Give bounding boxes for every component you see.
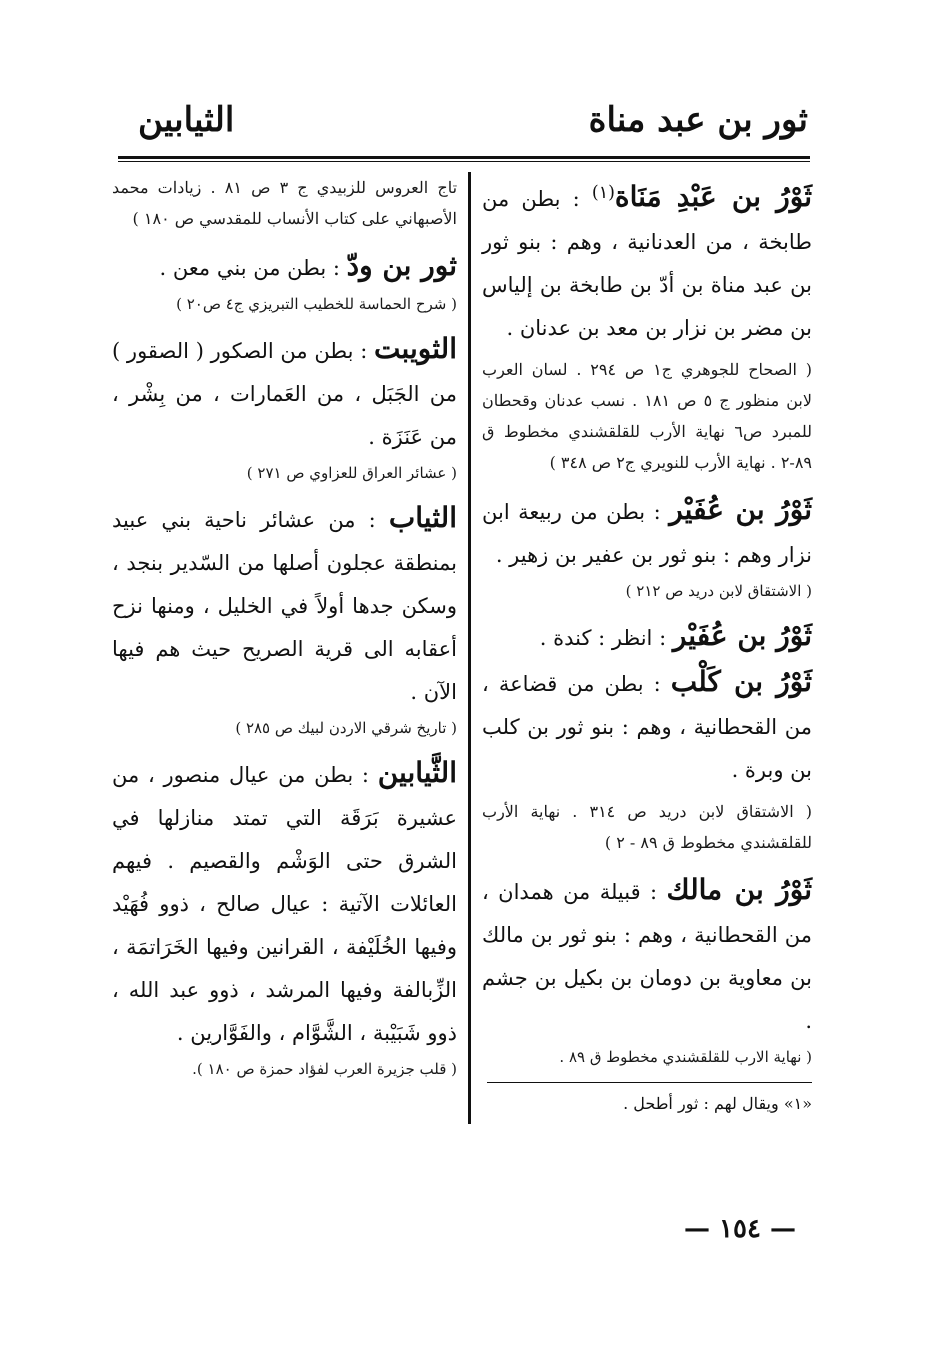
entry-heading: ثَوْرُ بن كَلْب <box>670 665 812 698</box>
entry-citation: ( تاريخ شرقي الاردن لبيك ص ٢٨٥ ) <box>235 719 457 737</box>
entry-thawr-ufayr-1 <box>482 488 812 577</box>
entry-heading: ثور بن ودّ <box>346 249 457 282</box>
entry-thawr-ufayr-2 <box>482 614 812 660</box>
page-header <box>118 100 808 150</box>
entry-thiyabin <box>112 751 457 1055</box>
entry-thiyab <box>112 496 457 714</box>
entry-citation: ( شرح الحماسة للخطيب التبريزي ج٤ ص٢٠ ) <box>176 295 457 313</box>
entry-thawr-abd-manat <box>482 172 812 350</box>
entry-text: : بطن من قضاعة ، من القحطانية ، وهم : بنو ثور بن كلب بن وبرة . <box>482 672 812 782</box>
entry-citation: ( الاشتقاق لابن دريد ص ٣١٤ . نهاية الأرب للقلقشندي مخطوط ق ٨٩ - ٢ ) <box>482 802 812 852</box>
entry-text: : بطن من الصكور ( الصقور ) من الجَبَل ، من العَمارات ، من بِشْر ، من عَنَزَة . <box>112 339 457 449</box>
running-title-left: الثيابين <box>138 100 235 140</box>
entry-citation: ( الصحاح للجوهري ج١ ص ٢٩٤ . لسان العرب لابن منظور ج ٥ ص ١٨١ . نسب عدنان وقحطان للمبرد ص٦ نهاية الأرب للقلقشندي مخطوط ق ٨٩-٢ . نهاية الأرب للنويري ج٢ ص ٣٤٨ ) <box>482 360 813 472</box>
footnote: «١» ويقال لهم : ثور أطحل . <box>623 1094 812 1113</box>
entry-heading: ثَوْرُ بن عَبْدِ مَنَاة <box>614 180 812 213</box>
footnote-mark: (١) <box>591 183 615 203</box>
continued-citation: تاج العروس للزبيدي ج ٣ ص ٨١ . زيادات محمد الأصبهاني على كتاب الأنساب للمقدسي ص ١٨٠ ) <box>112 178 458 228</box>
footnote-rule <box>487 1082 812 1083</box>
left-column <box>112 172 457 1092</box>
header-rule <box>118 156 810 159</box>
entry-text: : بطن من طابخة ، من العدنانية ، وهم : بنو ثور بن عبد مناة بن أدّ بن طابخة بن إلياس بن مضر بن نزار بن معد بن عدنان . <box>482 187 812 340</box>
entry-thawr-wadd <box>112 244 457 290</box>
entry-heading: الثَّيابين <box>377 756 457 789</box>
entry-text: : من عشائر ناحية بني عبيد بمنطقة عجلون أصلها من السّدير بنجد ، وسكن جدها أولاً في الخليل ، ومنها نزح أعقابه الى قرية الصريح حيث هم فيها الآن . <box>112 508 457 704</box>
entry-heading: الثياب <box>388 501 457 534</box>
entry-thawr-kalb <box>482 660 812 792</box>
entry-thuwaybit <box>112 327 457 459</box>
entry-heading: ثَوْرُ بن عُفَيْر <box>669 493 813 526</box>
right-column <box>482 172 812 1119</box>
entry-text: : قبيلة من همدان ، من القحطانية ، وهم : بنو ثور بن مالك بن معاوية بن دومان بن بكيل بن جشم . <box>482 880 812 1033</box>
entry-heading: الثويبت <box>374 332 457 365</box>
column-divider <box>468 172 471 1124</box>
entry-thawr-malik <box>482 868 812 1043</box>
running-title-right: ثور بن عبد مناة <box>588 100 808 140</box>
entry-text: : انظر : كندة . <box>539 626 667 650</box>
header-rule-thin <box>118 161 810 162</box>
entry-heading: ثَوْرُ بن مالك <box>666 873 812 906</box>
entry-citation: ( عشائر العراق للعزاوي ص ٢٧١ ) <box>246 464 457 482</box>
entry-citation: ( الاشتقاق لابن دريد ص ٢١٢ ) <box>625 582 812 600</box>
entry-heading: ثَوْرُ بن عُفَيْر <box>672 619 812 652</box>
entry-text: : بطن من ربيعة ابن نزار وهم : بنو ثور بن عفير بن زهير . <box>482 500 812 567</box>
entry-text: : بطن من بني معن . <box>159 256 340 280</box>
entry-citation: ( قلب جزيرة العرب لفؤاد حمزة ص ١٨٠ ). <box>192 1060 457 1078</box>
entry-text: : بطن من عيال منصور ، من عشيرة بَرَقَة التي تمتد منازلها في الشرق حتى الوَشْم والقصيم . فيهم العائلات الآتية : عيال صالح ، ذوو فُهَيْد وفيها الخُلَيْفة ، القرانين وفيها الخَرَاتمَة ، الزِّبالفة وفيها المرشد ، ذوو عبد الله ، ذوو شَبَيْبة ، الشَّوَّام ، والفَوَّارين . <box>112 763 457 1045</box>
page-number: — ١٥٤ — <box>683 1214 797 1244</box>
entry-citation: ( نهاية الارب للقلقشندي مخطوط ق ٨٩ . <box>559 1048 812 1066</box>
